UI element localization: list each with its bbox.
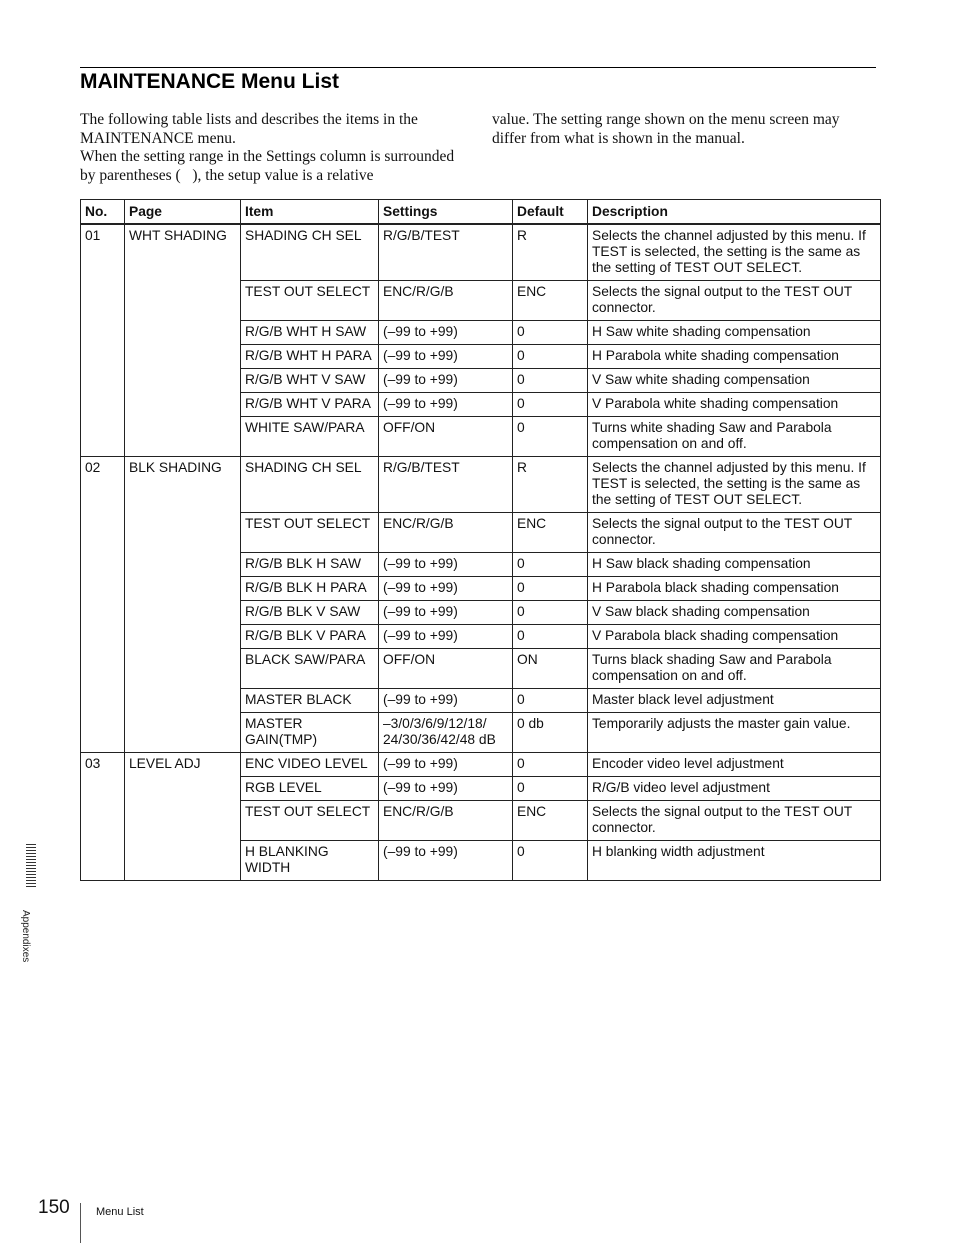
cell-description: H blanking width adjustment [588,841,881,881]
cell-description: Selects the channel adjusted by this menu. If TEST is selected, the setting is the same as the setting of TEST OUT SELECT. [588,224,881,281]
cell-item: MASTER BLACK [241,689,379,713]
cell-settings: (–99 to +99) [379,601,513,625]
cell-settings: R/G/B/TEST [379,457,513,513]
section-tab-marker [26,844,36,889]
table-row [81,457,881,513]
cell-default: ENC [513,281,588,321]
cell-description: Selects the signal output to the TEST OUT connector. [588,281,881,321]
marker-bar [26,880,36,881]
cell-item: R/G/B WHT V PARA [241,393,379,417]
cell-settings: ENC/R/G/B [379,801,513,841]
cell-item: R/G/B WHT V SAW [241,369,379,393]
cell-item: WHITE SAW/PARA [241,417,379,457]
cell-item: R/G/B BLK V PARA [241,625,379,649]
cell-default: 0 [513,369,588,393]
column-header-settings: Settings [379,200,513,225]
cell-item: TEST OUT SELECT [241,801,379,841]
cell-settings: (–99 to +99) [379,753,513,777]
table-row [81,753,881,777]
column-header-default: Default [513,200,588,225]
cell-description: Selects the signal output to the TEST OUT connector. [588,801,881,841]
cell-description: Selects the signal output to the TEST OUT connector. [588,513,881,553]
footer-divider [80,1203,81,1243]
cell-default: ON [513,649,588,689]
cell-default: 0 [513,577,588,601]
table-row [81,224,881,281]
cell-description: H Saw black shading compensation [588,553,881,577]
column-header-no: No. [81,200,125,225]
marker-bar [26,844,36,845]
footer-label: Menu List [96,1206,144,1218]
section-label: Appendixes [20,910,31,963]
cell-description: Selects the channel adjusted by this menu. If TEST is selected, the setting is the same as the setting of TEST OUT SELECT. [588,457,881,513]
cell-item: ENC VIDEO LEVEL [241,753,379,777]
cell-settings: (–99 to +99) [379,841,513,881]
cell-item: MASTER GAIN(TMP) [241,713,379,753]
intro-paragraph: value. The setting range shown on the menu screen may differ from what is shown in the manual. [492,111,840,147]
marker-bar [26,856,36,857]
cell-item: SHADING CH SEL [241,457,379,513]
cell-settings: (–99 to +99) [379,625,513,649]
intro-paragraph: The following table lists and describes the items in the MAINTENANCE menu. [80,111,418,147]
cell-default: 0 [513,777,588,801]
cell-item: SHADING CH SEL [241,224,379,281]
cell-default: 0 [513,689,588,713]
cell-item: R/G/B WHT H PARA [241,345,379,369]
marker-bar [26,853,36,854]
cell-settings: OFF/ON [379,417,513,457]
marker-bar [26,859,36,860]
cell-description: Temporarily adjusts the master gain value. [588,713,881,753]
table-header-row [81,200,881,225]
cell-settings: OFF/ON [379,649,513,689]
cell-default: 0 db [513,713,588,753]
column-header-description: Description [588,200,881,225]
cell-default: R [513,224,588,281]
column-header-item: Item [241,200,379,225]
cell-default: 0 [513,417,588,457]
marker-bar [26,874,36,875]
marker-bar [26,868,36,869]
cell-no: 03 [81,753,125,881]
cell-default: 0 [513,601,588,625]
cell-default: 0 [513,753,588,777]
table-body [81,224,881,881]
cell-settings: (–99 to +99) [379,777,513,801]
cell-settings: (–99 to +99) [379,321,513,345]
cell-item: BLACK SAW/PARA [241,649,379,689]
marker-bar [26,862,36,863]
cell-default: R [513,457,588,513]
maintenance-menu-table [80,199,881,881]
cell-settings: (–99 to +99) [379,553,513,577]
top-rule [80,67,876,68]
cell-no: 01 [81,224,125,457]
cell-description: V Parabola white shading compensation [588,393,881,417]
page-number: 150 [38,1197,70,1218]
cell-description: Turns black shading Saw and Parabola compensation on and off. [588,649,881,689]
cell-default: 0 [513,841,588,881]
cell-description: H Parabola white shading compensation [588,345,881,369]
marker-bar [26,886,36,887]
cell-settings: (–99 to +99) [379,689,513,713]
cell-description: V Parabola black shading compensation [588,625,881,649]
intro-paragraph: When the setting range in the Settings column is surrounded by parentheses ( ), the setup value is a relative [80,148,455,185]
intro-left-column [80,111,472,186]
column-header-page: Page [125,200,241,225]
cell-default: 0 [513,321,588,345]
page-title: MAINTENANCE Menu List [80,70,339,93]
cell-item: R/G/B BLK H PARA [241,577,379,601]
marker-bar [26,883,36,884]
cell-item: R/G/B BLK V SAW [241,601,379,625]
cell-item: R/G/B BLK H SAW [241,553,379,577]
cell-default: 0 [513,625,588,649]
cell-default: 0 [513,553,588,577]
cell-settings: R/G/B/TEST [379,224,513,281]
cell-page: WHT SHADING [125,224,241,457]
cell-description: H Parabola black shading compensation [588,577,881,601]
cell-description: R/G/B video level adjustment [588,777,881,801]
cell-description: V Saw white shading compensation [588,369,881,393]
cell-description: Turns white shading Saw and Parabola compensation on and off. [588,417,881,457]
cell-default: ENC [513,801,588,841]
marker-bar [26,847,36,848]
marker-bar [26,865,36,866]
marker-bar [26,850,36,851]
cell-default: 0 [513,393,588,417]
marker-bar [26,871,36,872]
cell-item: TEST OUT SELECT [241,281,379,321]
cell-page: BLK SHADING [125,457,241,753]
cell-default: ENC [513,513,588,553]
cell-settings: (–99 to +99) [379,393,513,417]
marker-bar [26,877,36,878]
cell-description: Master black level adjustment [588,689,881,713]
cell-description: V Saw black shading compensation [588,601,881,625]
cell-settings: –3/0/3/6/9/12/18/ 24/30/36/42/48 dB [379,713,513,753]
cell-settings: (–99 to +99) [379,345,513,369]
cell-settings: ENC/R/G/B [379,281,513,321]
cell-item: TEST OUT SELECT [241,513,379,553]
cell-default: 0 [513,345,588,369]
intro-right-column [492,111,876,148]
cell-description: Encoder video level adjustment [588,753,881,777]
cell-settings: ENC/R/G/B [379,513,513,553]
cell-settings: (–99 to +99) [379,577,513,601]
cell-item: H BLANKING WIDTH [241,841,379,881]
cell-page: LEVEL ADJ [125,753,241,881]
cell-no: 02 [81,457,125,753]
cell-item: RGB LEVEL [241,777,379,801]
cell-description: H Saw white shading compensation [588,321,881,345]
cell-settings: (–99 to +99) [379,369,513,393]
cell-item: R/G/B WHT H SAW [241,321,379,345]
